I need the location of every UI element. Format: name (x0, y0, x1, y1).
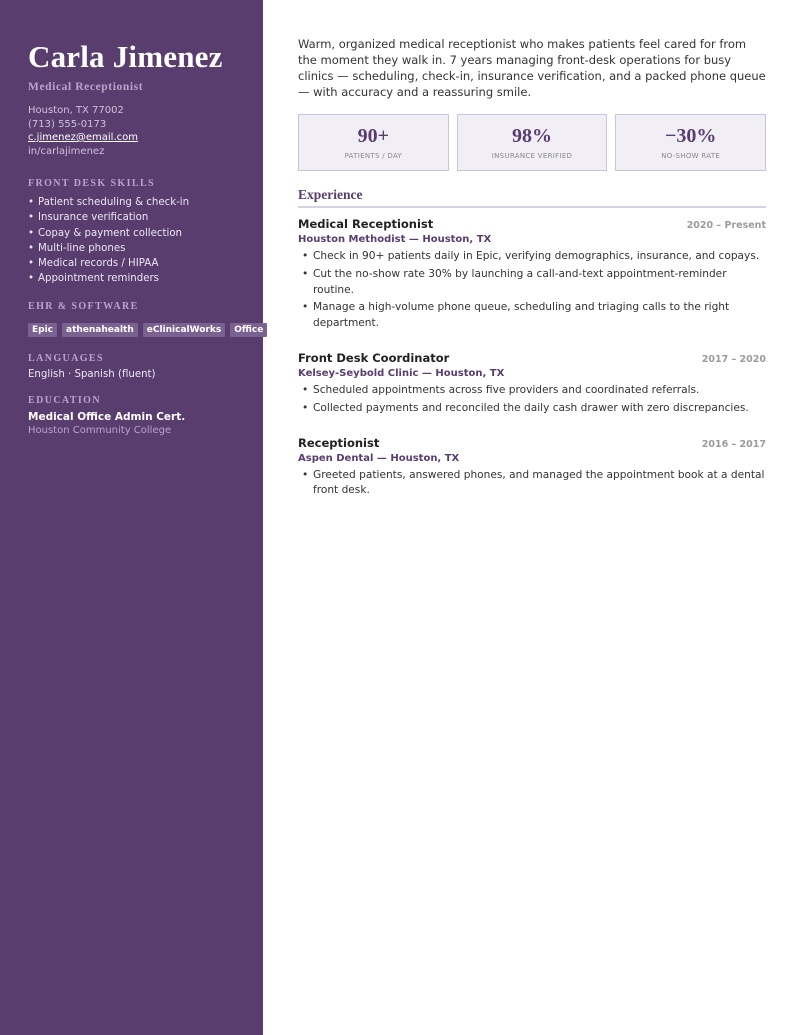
ehr-tag: eClinicalWorks (143, 323, 225, 337)
job-org: Houston Methodist — Houston, TX (298, 234, 492, 245)
stat-label: PATIENTS / DAY (344, 152, 403, 160)
skill-item: • Insurance verification (28, 210, 235, 225)
job-title: Medical Receptionist (298, 217, 434, 231)
contact-email-link[interactable]: c.jimenez@email.com (28, 132, 138, 143)
stat-value: −30% (664, 125, 717, 147)
experience-heading: Experience (298, 187, 766, 208)
education-school: Houston Community College (28, 424, 172, 436)
skill-item: • Copay & payment collection (28, 226, 235, 241)
job-bullets (298, 383, 766, 417)
candidate-role: Medical Receptionist (28, 81, 144, 93)
job-title: Front Desk Coordinator (298, 350, 450, 365)
stat-label: INSURANCE VERIFIED (491, 152, 573, 160)
stat-card (298, 114, 449, 171)
job-bullets (298, 468, 766, 500)
job-org: Kelsey-Seybold Clinic — Houston, TX (298, 367, 505, 379)
job-org: Aspen Dental — Houston, TX (298, 452, 460, 464)
job-dates: 2020 – Present (686, 220, 766, 231)
summary: Warm, organized medical receptionist who makes patients feel cared for from the moment they walk in. 7 years managing front-desk operations for busy clinics — scheduling, check-in, insurance verification, and a packed phone queue — with accuracy and a reassuring smile. (298, 37, 766, 99)
skill-item: • Multi-line phones (28, 241, 235, 256)
stat-label: NO-SHOW RATE (661, 152, 721, 160)
job-entry (298, 217, 766, 332)
job-bullet: • Check in 90+ patients daily in Epic, verifying demographics, insurance, and copays. (298, 249, 766, 265)
stats-row (298, 114, 766, 171)
contact-block (28, 104, 235, 158)
job-bullet: • Greeted patients, answered phones, and managed the appointment book at a dental front desk. (298, 468, 766, 500)
job-bullet: • Collected payments and reconciled the daily cash drawer with zero discrepancies. (298, 401, 766, 417)
contact-linkedin: in/carlajimenez (28, 145, 105, 157)
job-dates: 2016 – 2017 (701, 438, 766, 450)
stat-card (615, 114, 766, 171)
education-heading: EDUCATION (28, 394, 101, 406)
skills-list (28, 195, 235, 287)
ehr-tag-list (28, 323, 264, 337)
ehr-tag: Office (230, 323, 267, 337)
contact-location: Houston, TX 77002 (28, 105, 124, 116)
skill-item: • Medical records / HIPAA (28, 256, 235, 271)
stat-card (457, 114, 608, 171)
job-bullet: • Manage a high-volume phone queue, scheduling and triaging calls to the right department. (298, 300, 766, 332)
contact-phone: (713) 555-0173 (28, 118, 107, 130)
ehr-tag: Epic (28, 323, 57, 337)
sidebar (0, 0, 263, 1035)
stat-value: 98% (512, 125, 552, 147)
job-bullet: • Cut the no-show rate 30% by launching a call-and-text appointment-reminder routine. (298, 267, 766, 299)
skill-item: • Appointment reminders (28, 271, 235, 286)
languages-heading: LANGUAGES (28, 352, 104, 364)
ehr-tag: athenahealth (62, 323, 138, 337)
languages-value: English · Spanish (fluent) (28, 368, 156, 380)
skill-item: • Patient scheduling & check-in (28, 195, 235, 210)
job-dates: 2017 – 2020 (701, 353, 766, 365)
skills-heading: FRONT DESK SKILLS (28, 178, 155, 189)
job-bullet: • Scheduled appointments across five providers and coordinated referrals. (298, 383, 766, 399)
candidate-name: Carla Jimenez (28, 39, 223, 74)
job-title: Receptionist (298, 435, 380, 450)
stat-value: 90+ (357, 125, 390, 147)
job-entry (298, 351, 766, 417)
main-content (298, 36, 766, 501)
education-degree: Medical Office Admin Cert. (28, 410, 186, 423)
job-bullets (298, 249, 766, 332)
job-entry (298, 436, 766, 500)
ehr-heading: EHR & SOFTWARE (28, 300, 139, 312)
